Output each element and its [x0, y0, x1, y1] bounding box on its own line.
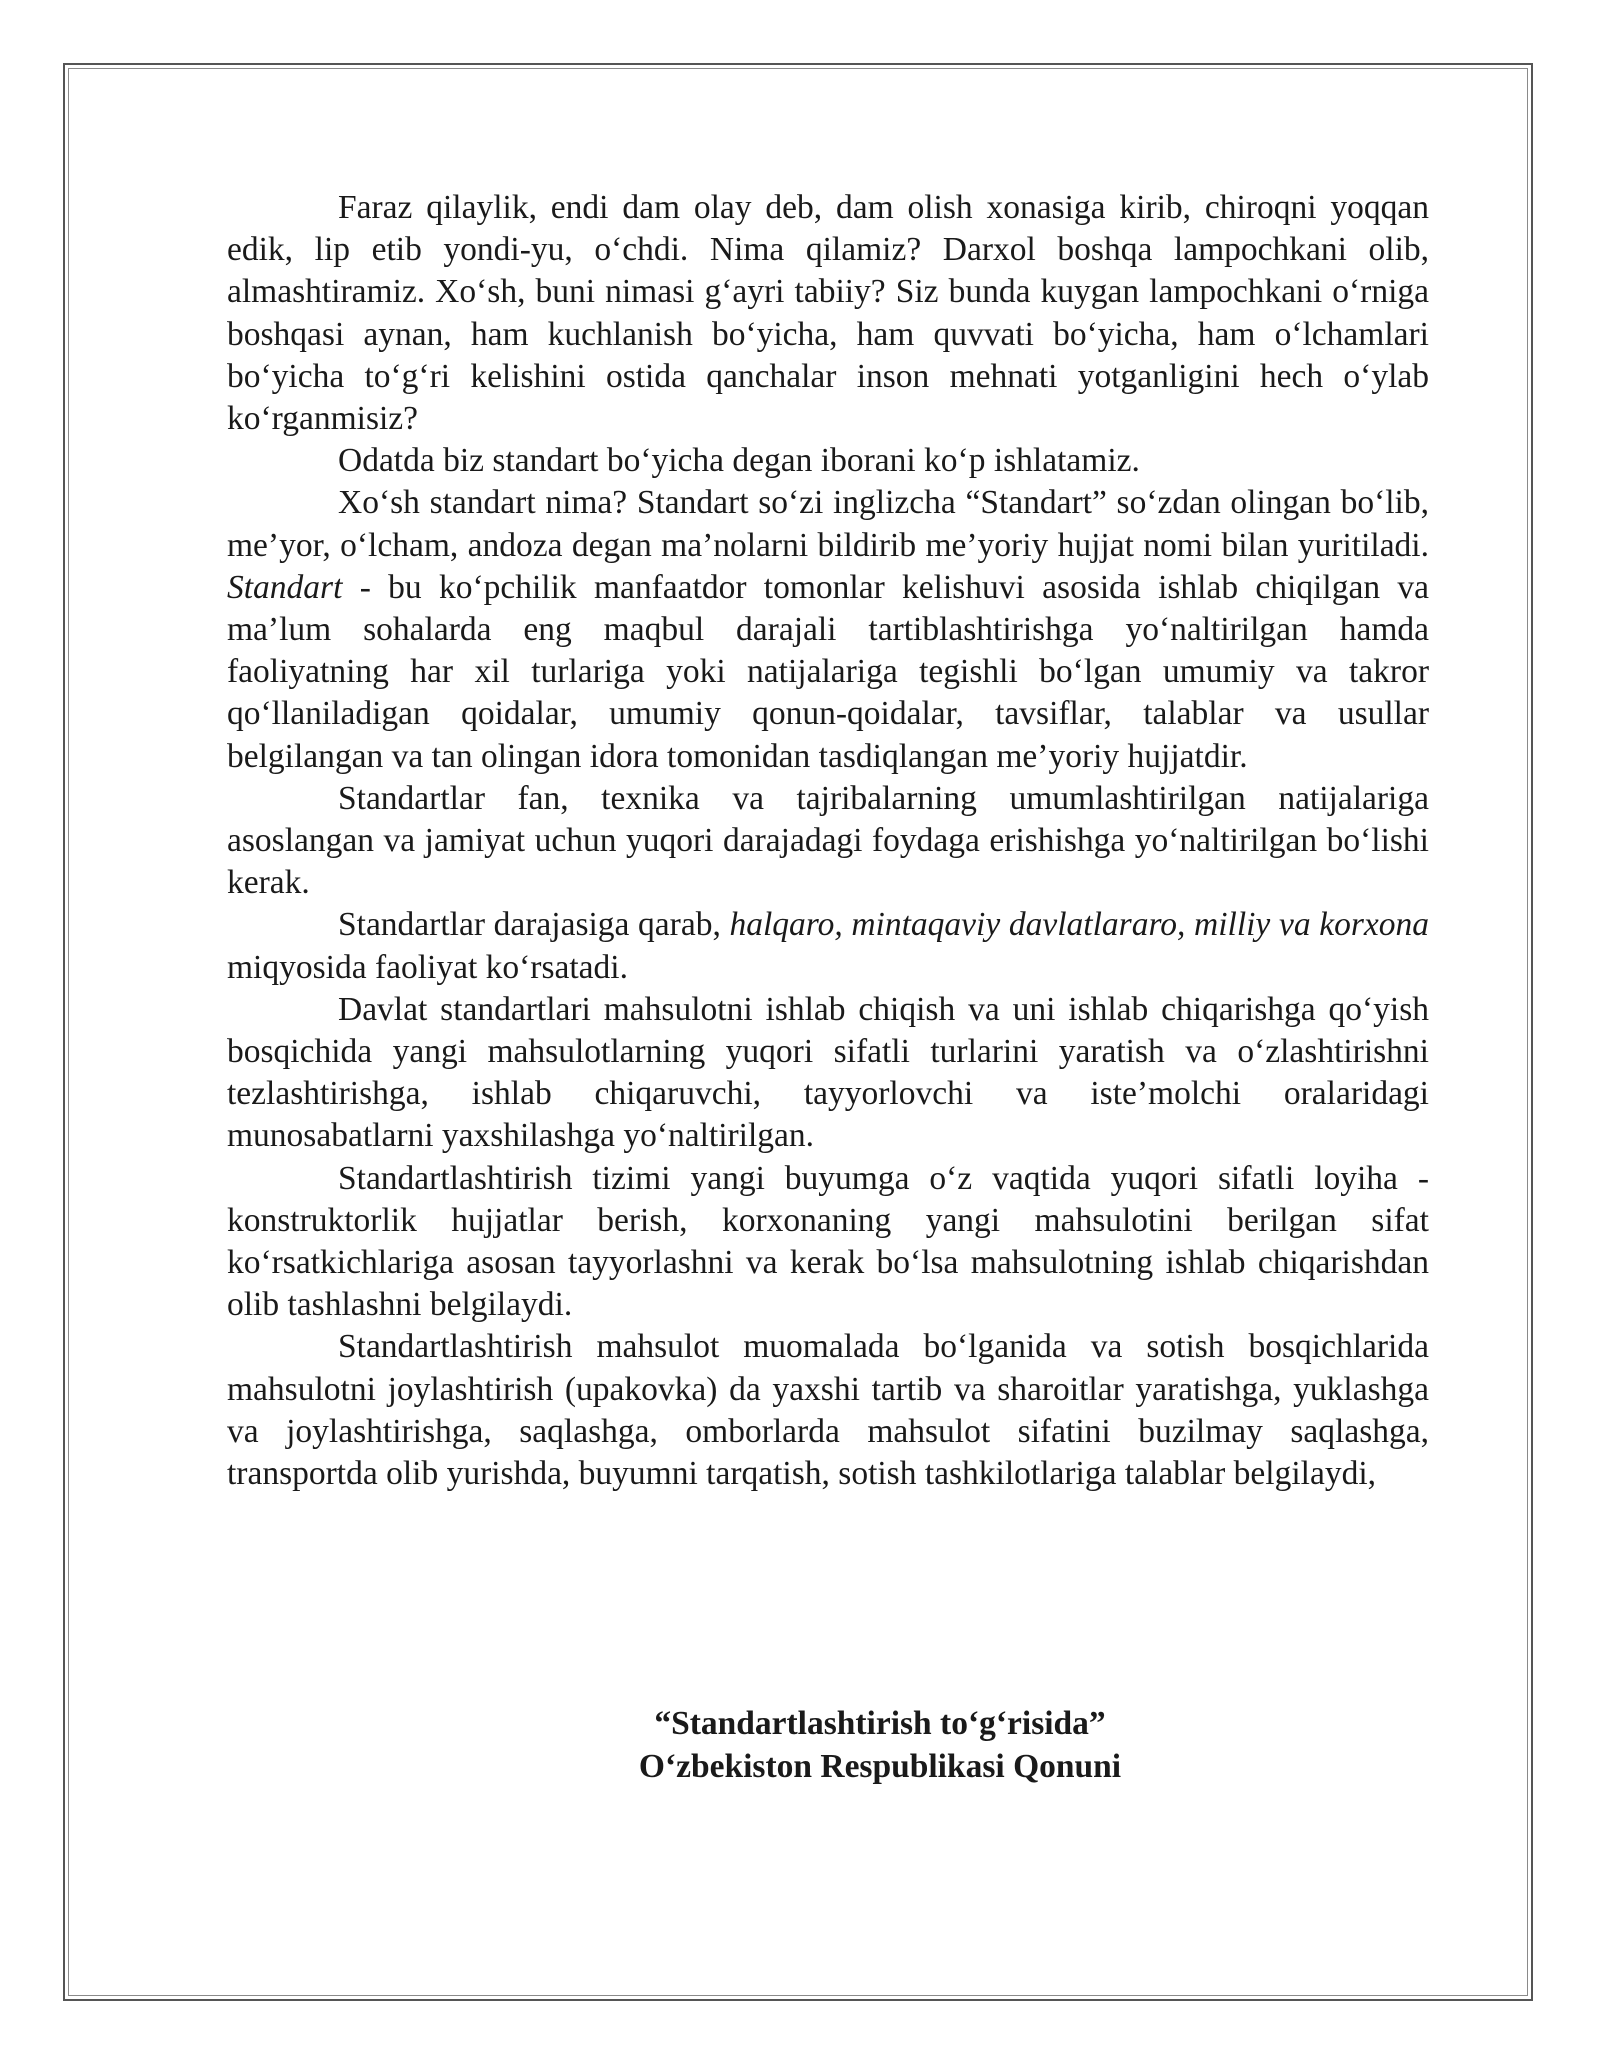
citation-subtitle: O‘zbekiston Respublikasi Qonuni	[638, 1748, 1122, 1785]
paragraph	[227, 482, 1429, 777]
text-segment: Standartlar fan, texnika va tajribalarning umumlashtirilgan natijalariga asoslangan va jamiyat uchun yuqori darajadagi foydaga erishishga yo‘naltirilgan bo‘lishi kerak.	[227, 779, 1429, 902]
text-segment: Davlat standartlari mahsulotni ishlab chiqish va uni ishlab chiqarishga qo‘yish bosqichida yangi mahsulotlarning yuqori sifatli turlarini yaratish va o‘zlashtirishni tezlashtirishga, ishlab chiqaruvchi, tayyorlovchi va iste’molchi oralaridagi munosabatlarni yaxshilashga yo‘naltirilgan.	[227, 990, 1429, 1155]
paragraph	[227, 904, 1429, 988]
law-citation	[560, 1702, 1200, 1788]
text-segment: Faraz qilaylik, endi dam olay deb, dam olish xonasiga kirib, chiroqni yoqqan edik, lip etib yondi-yu, o‘chdi. Nima qilamiz? Darxol boshqa lampochkani olib, almashtiramiz. Xo‘sh, buni nimasi g‘ayri tabiiy? Siz bunda kuygan lampochkani o‘rniga boshqasi aynan, ham kuchlanish bo‘yicha, ham quvvati bo‘yicha, ham o‘lchamlari bo‘yicha to‘g‘ri kelishini ostida qanchalar inson mehnati yotganligini hech o‘ylab ko‘rganmisiz?	[227, 189, 1429, 438]
document-body	[227, 187, 1429, 1495]
paragraph	[227, 1326, 1429, 1495]
paragraph	[227, 187, 1429, 440]
text-segment: - bu ko‘pchilik manfaatdor tomonlar kelishuvi asosida ishlab chiqilgan va ma’lum sohalarda eng maqbul darajali tartiblashtirishga yo‘naltirilgan hamda faoliyatning har xil turlariga yoki natijalariga tegishli bo‘lgan umumiy va takror qo‘llaniladigan qoidalar, umumiy qonun-qoidalar, tavsiflar, talablar va usullar belgilangan va tan olingan idora tomonidan tasdiqlangan me’yoriy hujjatdir.	[227, 568, 1429, 775]
italic-text: halqaro, mintaqaviy davlatlararo, milliy va korxona	[729, 906, 1429, 944]
text-segment: Xo‘sh standart nima? Standart so‘zi inglizcha “Standart” so‘zdan olingan bo‘lib, me’yor, o‘lcham, andoza degan ma’nolarni bildirib me’yoriy hujjat nomi bilan yuritiladi.	[227, 484, 1429, 564]
paragraph	[227, 778, 1429, 905]
citation-title: “Standartlashtirish to‘g‘risida”	[654, 1705, 1106, 1742]
paragraph	[227, 440, 1429, 482]
italic-text: Standart	[227, 568, 343, 606]
paragraph	[227, 1158, 1429, 1327]
text-segment: miqyosida faoliyat ko‘rsatadi.	[227, 948, 628, 986]
text-segment: Standartlashtirish tizimi yangi buyumga o‘z vaqtida yuqori sifatli loyiha - konstruktorlik hujjatlar berish, korxonaning yangi mahsulotini berilgan sifat ko‘rsatkichlariga asosan tayyorlashni va kerak bo‘lsa mahsulotning ishlab chiqarishdan olib tashlashni belgilaydi.	[227, 1159, 1429, 1324]
text-segment: Standartlashtirish mahsulot muomalada bo‘lganida va sotish bosqichlarida mahsulotni joylashtirish (upakovka) da yaxshi tartib va sharoitlar yaratishga, yuklashga va joylashtirishga, saqlashga, omborlarda mahsulot sifatini buzilmay saqlashga, transportda olib yurishda, buyumni tarqatish, sotish tashkilotlariga talablar belgilaydi,	[227, 1328, 1429, 1493]
paragraph	[227, 989, 1429, 1158]
text-segment: Standartlar darajasiga qarab,	[338, 906, 730, 944]
text-segment: Odatda biz standart bo‘yicha degan iborani ko‘p ishlatamiz.	[338, 442, 1140, 480]
